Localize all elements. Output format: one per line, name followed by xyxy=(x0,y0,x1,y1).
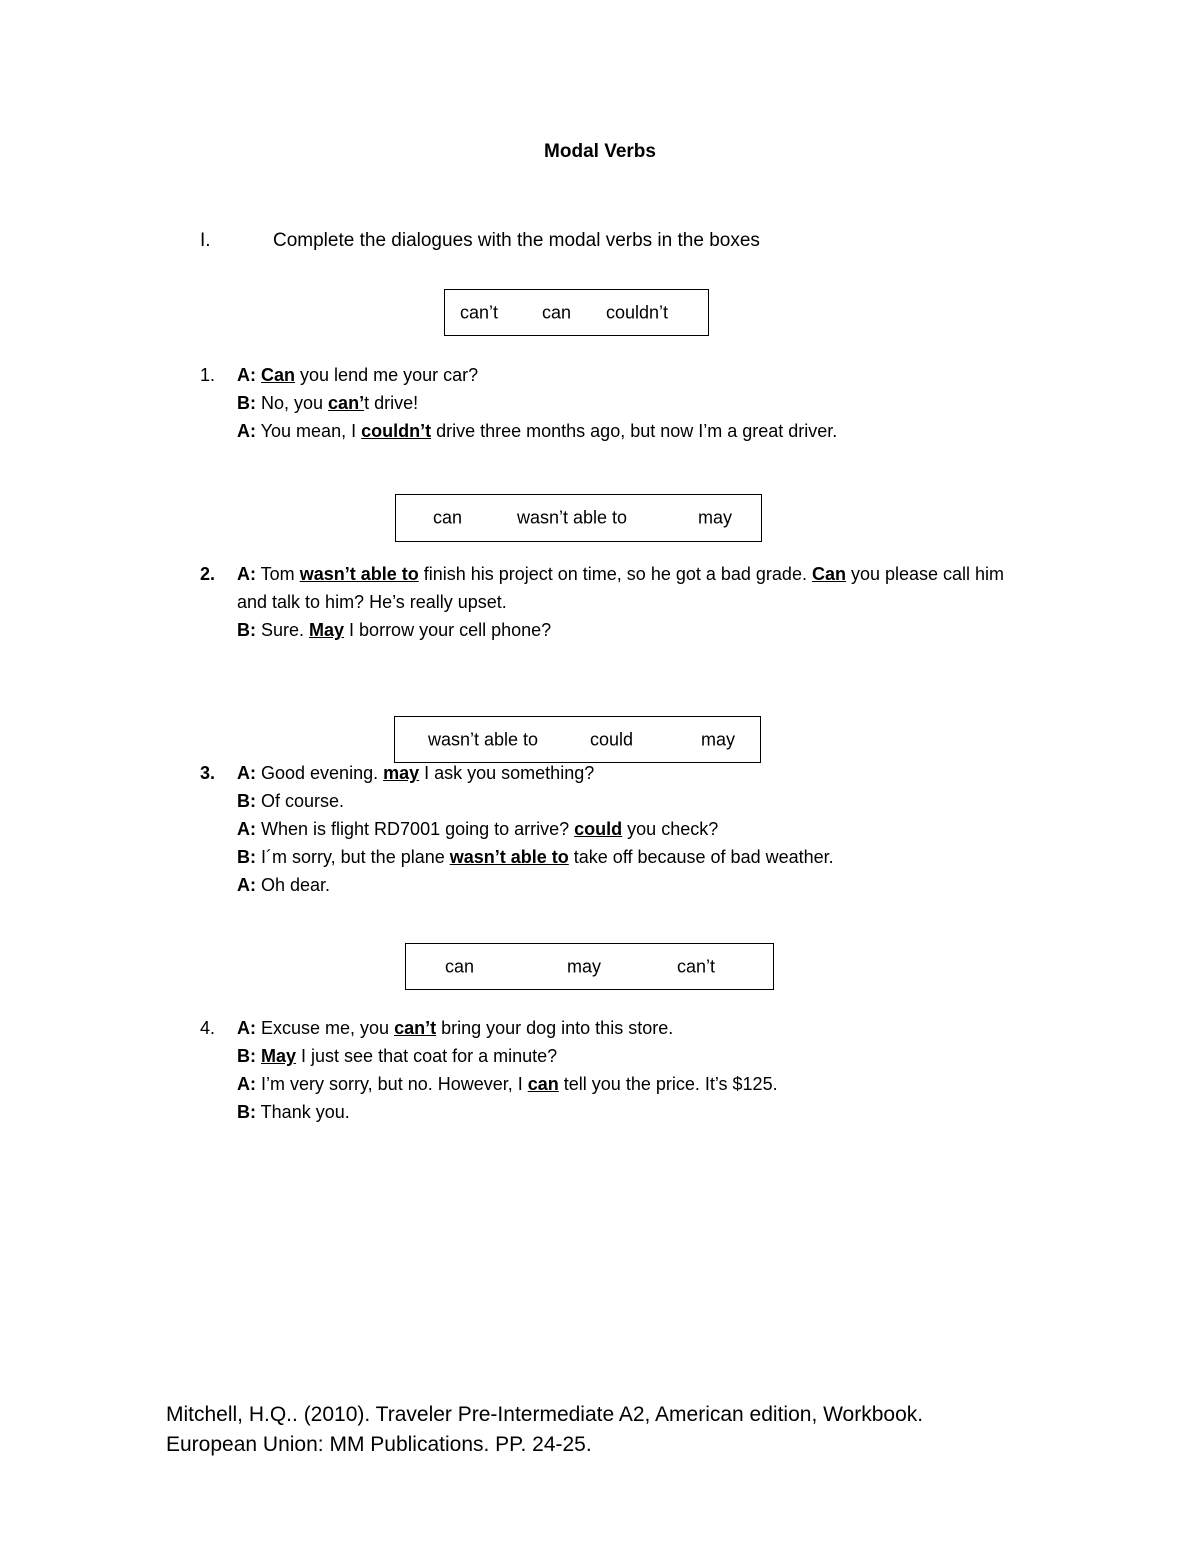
speaker-label: A: xyxy=(237,1018,256,1038)
line-text: tell you the price. It’s $125. xyxy=(558,1074,778,1094)
word-box-4 xyxy=(405,943,774,990)
speaker-label: A: xyxy=(237,421,256,441)
word-box-1-word: can’t xyxy=(460,302,499,322)
speaker-label: A: xyxy=(237,564,256,584)
dialogue-line xyxy=(237,1070,1037,1098)
word-box-3-word: could xyxy=(590,729,634,749)
dialogue-number: 3. xyxy=(200,763,216,783)
dialogue-line xyxy=(237,759,1037,787)
dialogue-line xyxy=(237,815,1037,843)
dialogue-2 xyxy=(200,560,1037,644)
dialogue-number: 1. xyxy=(200,365,216,385)
answer-word: wasn’t able to xyxy=(449,847,569,867)
word-box-4-word: can’t xyxy=(677,956,716,976)
speaker-label: A: xyxy=(237,819,256,839)
dialogue-line xyxy=(237,843,1037,871)
line-text: I borrow your cell phone? xyxy=(344,620,552,640)
line-text: Excuse me, you xyxy=(256,1018,395,1038)
answer-word: Can xyxy=(261,365,296,385)
word-box-4-word: may xyxy=(567,956,602,976)
dialogue-4 xyxy=(200,1014,1037,1126)
word-box-4-word: can xyxy=(445,956,475,976)
word-box-3 xyxy=(394,716,761,763)
line-text: Sure. xyxy=(256,620,310,640)
dialogue-line xyxy=(237,560,1037,616)
speaker-label: B: xyxy=(237,791,256,811)
instruction-numeral: I. xyxy=(200,230,211,251)
answer-word: Can xyxy=(811,564,846,584)
word-box-2 xyxy=(395,494,762,542)
speaker-label: B: xyxy=(237,393,256,413)
dialogue-line xyxy=(237,1014,1037,1042)
dialogue-1 xyxy=(200,361,1037,445)
speaker-label: A: xyxy=(237,763,256,783)
speaker-label: A: xyxy=(237,365,256,385)
line-text: you please call him and talk to him? He’s really upset. xyxy=(237,564,1005,612)
answer-word: May xyxy=(261,1046,297,1066)
line-text: finish his project on time, so he got a bad grade. xyxy=(418,564,812,584)
speaker-label: B: xyxy=(237,1046,256,1066)
word-box-2-word: may xyxy=(698,507,733,528)
word-box-1-word: couldn’t xyxy=(606,302,669,322)
instruction xyxy=(200,230,760,252)
dialogue-line xyxy=(237,787,1037,815)
speaker-label: B: xyxy=(237,847,256,867)
dialogue-line xyxy=(237,361,1037,389)
word-box-2-word: wasn’t able to xyxy=(517,507,628,528)
dialogue-line xyxy=(237,389,1037,417)
word-box-3-word: may xyxy=(701,729,736,749)
answer-word: may xyxy=(383,763,420,783)
dialogue-line xyxy=(237,871,1037,899)
line-text: I just see that coat for a minute? xyxy=(296,1046,558,1066)
line-text: I ask you something? xyxy=(419,763,595,783)
instruction-text: Complete the dialogues with the modal verbs in the boxes xyxy=(273,230,760,251)
answer-word: May xyxy=(309,620,345,640)
line-text: you check? xyxy=(622,819,719,839)
answer-word: can’ xyxy=(328,393,365,413)
answer-word: can xyxy=(527,1074,559,1094)
reference-line-1: Mitchell, H.Q.. (2010). Traveler Pre-Intermediate A2, American edition, Workbook. xyxy=(166,1403,924,1426)
speaker-label: A: xyxy=(237,875,256,895)
line-text: you lend me your car? xyxy=(295,365,479,385)
speaker-label: B: xyxy=(237,1102,256,1122)
dialogue-line xyxy=(237,616,1037,644)
line-text: drive three months ago, but now I’m a great driver. xyxy=(431,421,838,441)
line-text: No, you xyxy=(256,393,329,413)
speaker-label: B: xyxy=(237,620,256,640)
dialogue-line xyxy=(237,1042,1037,1070)
word-box-2-word: can xyxy=(433,507,463,528)
dialogue-number: 2. xyxy=(200,564,216,584)
word-box-3-word: wasn’t able to xyxy=(428,729,539,749)
answer-word: could xyxy=(574,819,623,839)
word-box-1-word: can xyxy=(542,302,572,322)
dialogue-line xyxy=(237,1098,1037,1126)
line-text: Oh dear. xyxy=(256,875,331,895)
dialogue-number: 4. xyxy=(200,1018,216,1038)
line-text: Tom xyxy=(256,564,300,584)
line-text: I’m very sorry, but no. However, I xyxy=(256,1074,528,1094)
line-text: t drive! xyxy=(364,393,419,413)
line-text: I´m sorry, but the plane xyxy=(256,847,450,867)
reference-line-2: European Union: MM Publications. PP. 24-25. xyxy=(166,1433,592,1456)
word-box-1 xyxy=(444,289,709,336)
line-text: Good evening. xyxy=(256,763,384,783)
page-title: Modal Verbs xyxy=(544,141,656,162)
line-text: take off because of bad weather. xyxy=(568,847,834,867)
answer-word: couldn’t xyxy=(361,421,432,441)
reference xyxy=(166,1400,923,1460)
speaker-label: A: xyxy=(237,1074,256,1094)
answer-word: wasn’t able to xyxy=(299,564,419,584)
line-text: Thank you. xyxy=(256,1102,350,1122)
line-text: Of course. xyxy=(256,791,345,811)
dialogue-3 xyxy=(200,759,1037,899)
line-text: When is flight RD7001 going to arrive? xyxy=(256,819,575,839)
line-text: You mean, I xyxy=(256,421,362,441)
dialogue-line xyxy=(237,417,1037,445)
line-text: bring your dog into this store. xyxy=(436,1018,674,1038)
answer-word: can’t xyxy=(394,1018,437,1038)
